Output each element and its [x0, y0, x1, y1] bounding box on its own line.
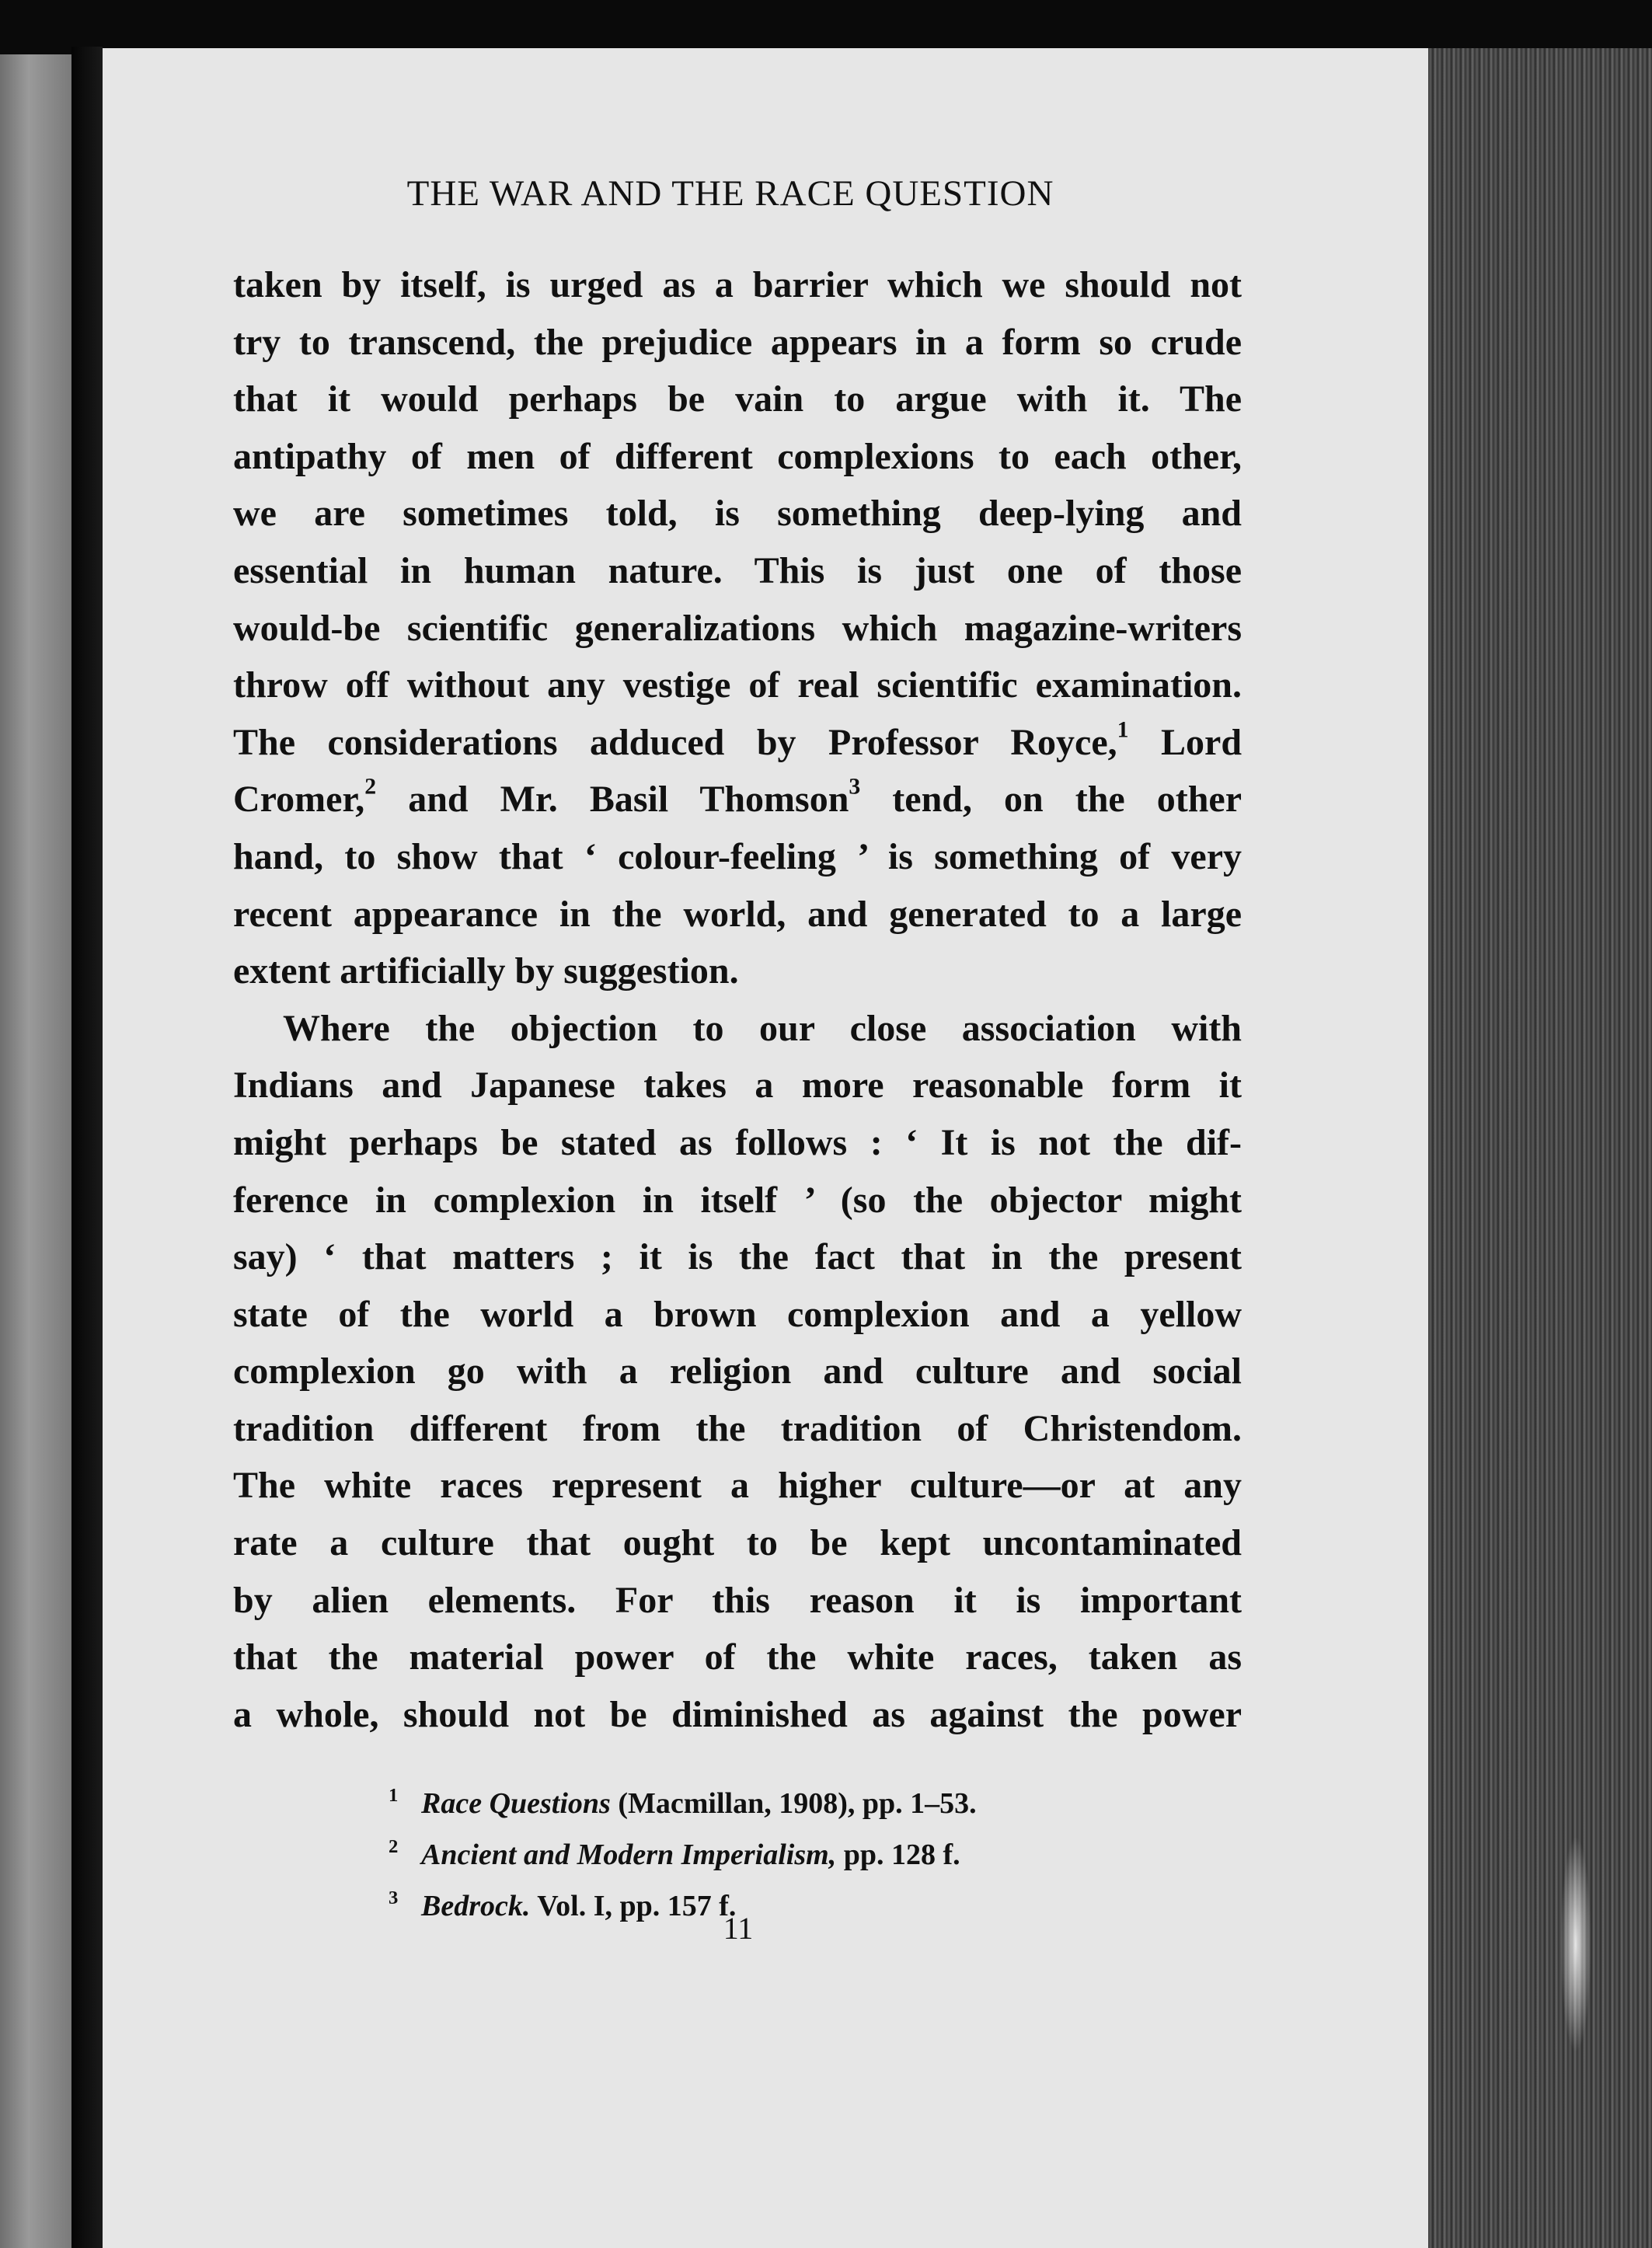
text-line: hand, to show that ‘ colour-feeling ’ is something of very	[233, 835, 1242, 877]
text-line: by alien elements. For this reason it is important	[233, 1579, 1242, 1621]
footnotes	[389, 1774, 1166, 1927]
text-line: state of the world a brown complexion and a yellow	[233, 1293, 1242, 1335]
footnote	[389, 1825, 1166, 1877]
text-line: ference in complexion in itself ’ (so the objector might	[233, 1179, 1242, 1221]
page-block-edge	[1428, 48, 1652, 2248]
body-text	[233, 256, 1242, 1743]
text-line: that the material power of the white races, taken as	[233, 1636, 1242, 1678]
text-line: taken by itself, is urged as a barrier which we should not	[233, 264, 1242, 305]
text-line: we are sometimes told, is something deep-lying and	[233, 493, 1242, 535]
text-line: extent artificially by suggestion.	[233, 950, 739, 992]
text-line: recent appearance in the world, and generated to a large	[233, 893, 1242, 935]
line-text: The considerations adduced by Professor Royce,	[233, 721, 1117, 763]
line-text: and Mr. Basil Thomson	[376, 779, 849, 821]
text-line: try to transcend, the prejudice appears in a form so crude	[233, 321, 1242, 363]
gutter-shadow	[71, 47, 103, 2248]
footnote-title: Bedrock.	[421, 1889, 531, 1922]
text-line: might perhaps be stated as follows : ‘ It is not the dif-	[233, 1121, 1242, 1163]
text-line: say) ‘ that matters ; it is the fact that in the present	[233, 1236, 1242, 1278]
left-page-edge	[0, 54, 71, 2248]
text-line: complexion go with a religion and culture and social	[233, 1351, 1242, 1392]
footnote-text: pp. 128 f.	[836, 1838, 960, 1871]
footnote-mark: 2	[389, 1835, 399, 1857]
footnote-text: Vol. I, pp. 157 f.	[530, 1889, 737, 1922]
text-line: antipathy of men of different complexions to each other,	[233, 435, 1242, 477]
text-line: Indians and Japanese takes a more reasonable form it	[233, 1065, 1242, 1107]
footnote	[389, 1877, 1166, 1928]
running-head: THE WAR AND THE RACE QUESTION	[406, 173, 1054, 214]
footnote-mark: 3	[389, 1887, 399, 1908]
footnote-text: (Macmillan, 1908), pp. 1–53.	[610, 1786, 977, 1820]
text-line: Where the objection to our close association with	[283, 1007, 1242, 1049]
footnote-ref: 3	[849, 774, 861, 800]
text-line: tradition different from the tradition of Christendom.	[233, 1407, 1242, 1449]
footnote-ref: 2	[364, 774, 377, 800]
text-line: essential in human nature. This is just one of those	[233, 549, 1242, 591]
line-text: Lord	[1128, 721, 1242, 763]
text-line: that it would perhaps be vain to argue with it. The	[233, 378, 1242, 420]
line-text: tend, on the other	[860, 779, 1242, 821]
text-line: would-be scientific generalizations which magazine-writers	[233, 607, 1242, 649]
footnote-mark: 1	[389, 1785, 399, 1806]
text-line: rate a culture that ought to be kept uncontaminated	[233, 1522, 1242, 1564]
footnote	[389, 1774, 1166, 1825]
footnote-title: Ancient and Modern Imperialism,	[421, 1838, 837, 1871]
text-line: The white races represent a higher culture—or at any	[233, 1465, 1242, 1507]
text-line: a whole, should not be diminished as against the power	[233, 1693, 1242, 1735]
text-line: throw off without any vestige of real scientific examination.	[233, 664, 1242, 706]
line-text: Cromer,	[233, 779, 365, 821]
page-number: 11	[723, 1911, 754, 1946]
text-line	[233, 771, 1242, 828]
footnote-ref: 1	[1117, 716, 1129, 743]
footnote-title: Race Questions	[421, 1786, 611, 1820]
text-line	[233, 714, 1242, 772]
